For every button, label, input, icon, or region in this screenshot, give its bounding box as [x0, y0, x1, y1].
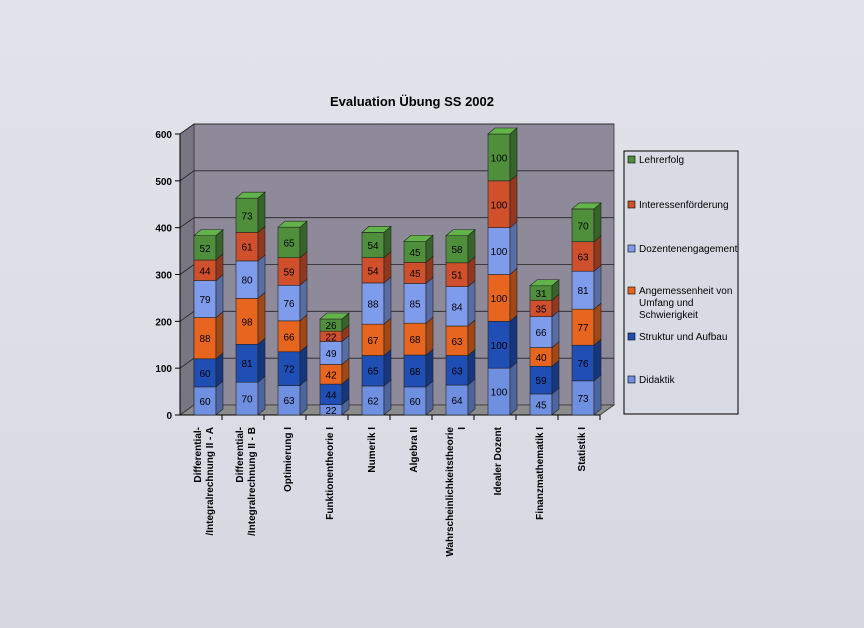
bar-segment-side: [426, 277, 433, 323]
bar-stack: [362, 226, 391, 415]
bar-segment-side: [510, 128, 517, 181]
data-label: 66: [535, 328, 547, 340]
x-tick-label: Finanzmathematik I: [535, 427, 546, 520]
data-label: 80: [241, 275, 253, 287]
bar-segment-side: [258, 192, 265, 232]
data-label: 100: [490, 340, 508, 352]
bar-stack: [530, 280, 559, 415]
bar-segment-side: [552, 311, 559, 348]
x-tick-label: Funktionentheorie I: [325, 427, 336, 520]
bar-stack: [194, 230, 223, 415]
data-label: 79: [199, 295, 211, 307]
data-label: 100: [490, 153, 508, 165]
data-label: 45: [535, 400, 547, 412]
legend-label: Struktur und Aufbau: [639, 332, 728, 343]
data-label: 31: [535, 288, 547, 300]
x-tick-label: Algebra II: [409, 427, 420, 473]
data-label: 88: [199, 334, 211, 346]
data-label: 100: [490, 387, 508, 399]
bar-segment-side: [258, 376, 265, 415]
bar-segment-side: [300, 315, 307, 352]
data-label: 76: [283, 299, 295, 311]
legend-label: Angemessenheit von Umfang und Schwierigkeit: [639, 286, 733, 321]
x-tick-label: Statistik I: [577, 427, 588, 472]
data-label: 100: [490, 200, 508, 212]
data-label: 70: [241, 394, 253, 406]
legend-label: Interessenförderung: [639, 200, 729, 211]
data-label: 73: [241, 211, 253, 223]
x-tick-label: WahrscheinlichkeitstheorieI: [445, 427, 468, 557]
bar-segment-side: [510, 315, 517, 368]
data-label: 59: [283, 267, 295, 279]
x-tick-label: Optimierung I: [283, 427, 294, 492]
bar-segment-side: [510, 222, 517, 275]
bar-segment-side: [468, 281, 475, 326]
y-tick-label: 400: [155, 223, 172, 235]
bar-stack: [236, 192, 265, 415]
data-label: 22: [325, 332, 337, 344]
data-label: 67: [367, 335, 379, 347]
bar-segment-side: [384, 318, 391, 355]
data-label: 35: [535, 304, 547, 316]
data-label: 100: [490, 247, 508, 259]
data-label: 58: [451, 245, 463, 257]
legend-label: Lehrerfolg: [639, 155, 685, 166]
legend-swatch: [628, 245, 635, 252]
data-label: 60: [409, 396, 421, 408]
bar-stack: [278, 221, 307, 415]
data-label: 66: [283, 332, 295, 344]
bar-segment-side: [300, 279, 307, 321]
data-label: 68: [409, 366, 421, 378]
data-label: 77: [577, 323, 589, 335]
data-label: 76: [577, 359, 589, 371]
data-label: 52: [199, 243, 211, 255]
bar-segment-side: [510, 175, 517, 228]
data-label: 72: [283, 364, 295, 376]
data-label: 44: [325, 390, 337, 402]
chart-title: Evaluation Übung SS 2002: [330, 94, 494, 109]
data-label: 22: [325, 405, 337, 417]
data-label: 54: [367, 266, 379, 278]
x-tick-label: Idealer Dozent: [493, 427, 504, 496]
bar-stack: [572, 203, 601, 415]
data-label: 63: [451, 366, 463, 378]
bar-segment-side: [426, 317, 433, 355]
bar-segment-side: [216, 312, 223, 359]
data-label: 60: [199, 396, 211, 408]
data-label: 59: [535, 376, 547, 388]
data-label: 68: [409, 335, 421, 347]
data-label: 98: [241, 317, 253, 329]
legend-label: Dozentenengagement: [639, 244, 738, 255]
bar-segment-side: [594, 303, 601, 345]
legend-swatch: [628, 333, 635, 340]
legend-swatch: [628, 156, 635, 163]
bar-segment-side: [594, 265, 601, 309]
y-tick-label: 0: [166, 411, 172, 422]
data-label: 60: [199, 368, 211, 380]
legend-swatch: [628, 287, 635, 294]
bar-segment-side: [216, 275, 223, 318]
data-label: 63: [451, 336, 463, 348]
data-label: 84: [451, 302, 463, 314]
data-label: 63: [283, 396, 295, 408]
data-label: 26: [325, 321, 337, 333]
data-label: 73: [577, 393, 589, 405]
bar-segment-side: [384, 277, 391, 324]
x-tick-label: Numerik I: [367, 427, 378, 473]
data-label: 65: [283, 238, 295, 250]
data-label: 40: [535, 352, 547, 364]
bar-segment-side: [426, 349, 433, 387]
data-label: 62: [367, 396, 379, 408]
bar-segment-side: [258, 338, 265, 382]
bar-segment-side: [594, 203, 601, 242]
bar-segment-side: [510, 362, 517, 415]
data-label: 42: [325, 370, 337, 382]
bar-segment-side: [300, 346, 307, 386]
data-label: 81: [241, 359, 253, 371]
data-label: 51: [451, 270, 463, 282]
x-tick-label: Differential-/Integralrechnung II - B: [235, 427, 258, 536]
legend-swatch: [628, 376, 635, 383]
bar-stack: [404, 235, 433, 415]
data-label: 100: [490, 293, 508, 305]
bar-stack: [446, 230, 475, 415]
y-tick-label: 200: [155, 317, 172, 329]
y-tick-label: 500: [155, 176, 172, 188]
data-label: 65: [367, 366, 379, 378]
data-label: 45: [409, 268, 421, 280]
data-label: 85: [409, 299, 421, 311]
bar-segment-side: [510, 269, 517, 322]
data-label: 63: [577, 252, 589, 264]
y-tick-label: 100: [155, 364, 172, 376]
legend-swatch: [628, 201, 635, 208]
data-label: 88: [367, 299, 379, 311]
data-label: 70: [577, 221, 589, 233]
data-label: 54: [367, 240, 379, 252]
y-tick-label: 600: [155, 130, 172, 141]
bar-segment-side: [258, 255, 265, 298]
bar-stack: [488, 128, 517, 415]
bar-stack: [320, 313, 349, 417]
bar-segment-side: [594, 339, 601, 381]
x-tick-label: Differential-/Integralrechnung II - A: [193, 427, 216, 536]
legend-label: Didaktik: [639, 375, 675, 386]
data-label: 81: [577, 286, 589, 298]
data-label: 64: [451, 396, 463, 408]
data-label: 49: [325, 348, 337, 360]
data-label: 45: [409, 247, 421, 259]
data-label: 61: [241, 242, 253, 254]
data-label: 44: [199, 266, 211, 278]
bar-segment-side: [258, 292, 265, 344]
bar-segment-side: [594, 375, 601, 415]
y-tick-label: 300: [155, 270, 172, 282]
